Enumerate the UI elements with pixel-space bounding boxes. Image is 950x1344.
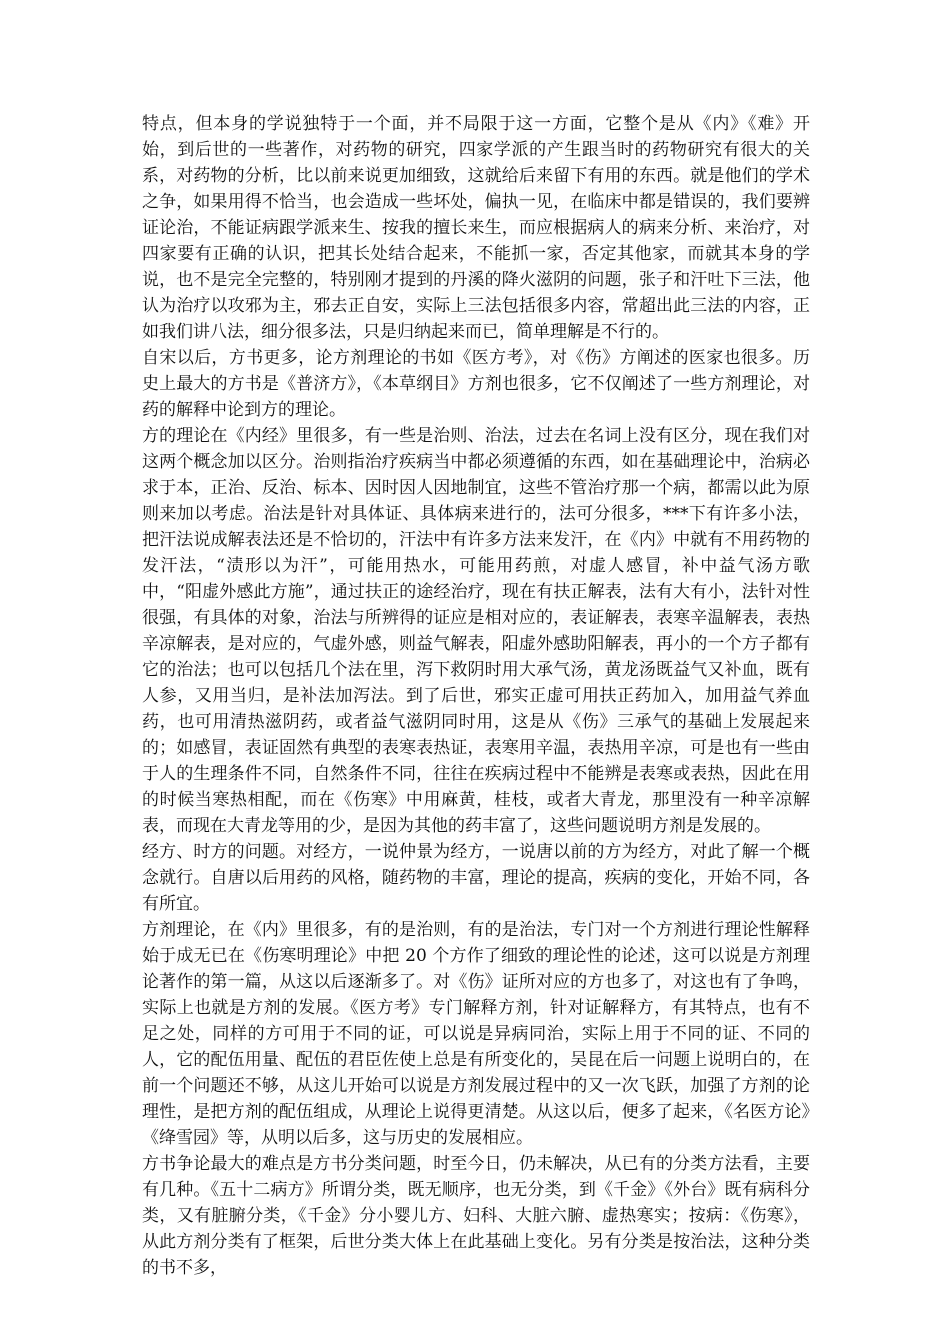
paragraph: 经方、时方的问题。对经方，一说仲景为经方，一说唐以前的方为经方，对此了解一个概念就行。自唐以后用药的风格，随药物的丰富，理论的提高，疾病的变化，开始不同，各有所宜。 (142, 842, 810, 914)
paragraph: 方的理论在《内经》里很多，有一些是治则、治法，过去在名词上没有区分，现在我们对这两个概念加以区分。治则指治疗疾病当中都必须遵循的东西，如在基础理论中，治病必求于本，正治、反治、标本、因时因人因地制宜，这些不管治疗那一个病，都需以此为原则来加以考虑。治法是针对具体证、具体病来进行的，法可分很多，***下有许多小法，把汗法说成解表法还是不恰切的，汗法中有许多方法来发汗，在《内》中就有不用药物的发汗法，“渍形以为汗”，可能用热水，可能用药煎，对虚人感冒，补中益气汤方歌中，“阳虚外感此方施”，通过扶正的途经治疗，现在有扶正解表，法有大有小，法针对性很强，有具体的对象，治法与所辨得的证应是相对应的，表证解表，表寒辛温解表，表热辛凉解表，是对应的，气虚外感，则益气解表，阳虚外感助阳解表，再小的一个方子都有它的治法；也可以包括几个法在里，泻下救阴时用大承气汤，黄龙汤既益气又补血，既有人参，又用当归，是补法加泻法。到了后世，邪实正虚可用扶正药加入，加用益气养血药，也可用清热滋阴药，或者益气滋阴同时用，这是从《伤》三承气的基础上发展起来的；如感冒，表证固然有典型的表寒表热证，表寒用辛温，表热用辛凉，可是也有一些由于人的生理条件不同，自然条件不同，往往在疾病过程中不能辨是表寒或表热，因此在用的时候当寒热相配，而在《伤寒》中用麻黄，桂枝，或者大青龙，那里没有一种辛凉解表，而现在大青龙等用的少，是因为其他的药丰富了，这些问题说明方剂是发展的。 (142, 426, 810, 836)
paragraph: 自宋以后，方书更多，论方剂理论的书如《医方考》，对《伤》方阐述的医家也很多。历史上最大的方书是《普济方》，《本草纲目》方剂也很多，它不仅阐述了一些方剂理论，对药的解释中论到方的理论。 (142, 348, 810, 420)
paragraph: 方书争论最大的难点是方书分类问题，时至今日，仍未解决，从已有的分类方法看，主要有几种。《五十二病方》所谓分类，既无顺序，也无分类，到《千金》《外台》既有病科分类，又有脏腑分类，《千金》分小婴儿方、妇科、大脏六腑、虚热寒实；按病：《伤寒》，从此方剂分类有了框架，后世分类大体上在此基础上变化。另有分类是按治法，这种分类的书不多， (142, 1154, 810, 1278)
paragraph: 方剂理论，在《内》里很多，有的是治则，有的是治法，专门对一个方剂进行理论性解释始于成无已在《伤寒明理论》中把 20 个方作了细致的理论性的论述，这可以说是方剂理论著作的第一篇，从这以后逐渐多了。对《伤》证所对应的方也多了，对这也有了争鸣，实际上也就是方剂的发展。《医方考》专门解释方剂，针对证解释方，有其特点，也有不足之处，同样的方可用于不同的证，可以说是异病同治，实际上用于不同的证、不同的人，它的配伍用量、配伍的君臣佐使上总是有所变化的，吴昆在后一问题上说明白的，在前一个问题还不够，从这儿开始可以说是方剂发展过程中的又一次飞跃，加强了方剂的论理性，是把方剂的配伍组成，从理论上说得更清楚。从这以后，便多了起来，《名医方论》《绛雪园》等，从明以后多，这与历史的发展相应。 (142, 920, 810, 1148)
document-page (142, 111, 810, 1281)
paragraph: 特点，但本身的学说独特于一个面，并不局限于这一方面，它整个是从《内》《难》开始，到后世的一些著作，对药物的研究，四家学派的产生跟当时的药物研究有很大的关系，对药物的分析，比以前来说更加细致，这就给后来留下有用的东西。就是他们的学术之争，如果用得不恰当，也会造成一些坏处，偏执一见，在临床中都是错误的，我们要辨证论治，不能证病跟学派来生、按我的擅长来生，而应根据病人的病来分析、来治疗，对四家要有正确的认识，把其长处结合起来，不能抓一家，否定其他家，而就其本身的学说，也不是完全完整的，特别刚才提到的丹溪的降火滋阴的问题，张子和汗吐下三法，他认为治疗以攻邪为主，邪去正自安，实际上三法包括很多内容，常超出此三法的内容，正如我们讲八法，细分很多法，只是归纳起来而已，简单理解是不行的。 (142, 114, 810, 342)
